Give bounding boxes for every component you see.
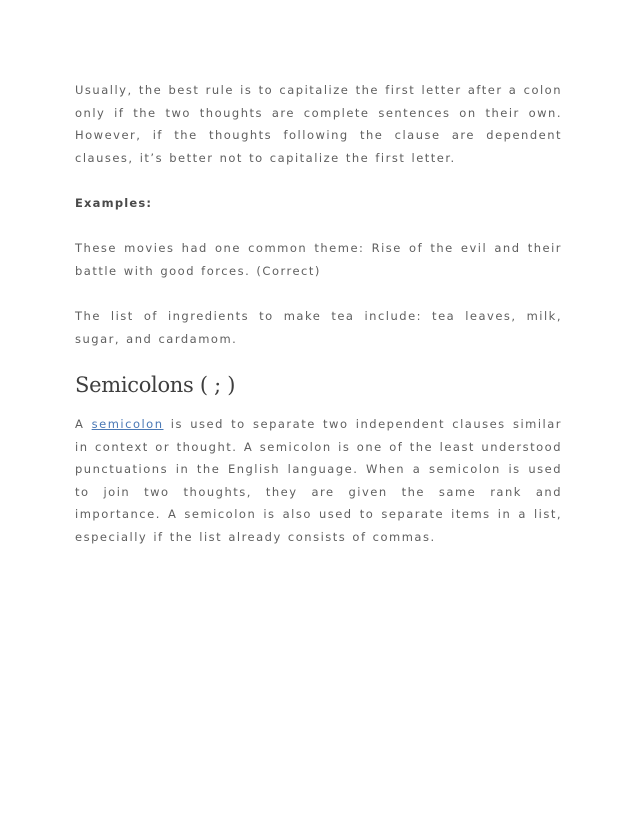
- example-sentence-2: The list of ingredients to make tea include: tea leaves, milk, sugar, and cardamom.: [75, 309, 562, 346]
- paragraph-prefix: A: [75, 417, 92, 431]
- example-sentence-1: These movies had one common theme: Rise of the evil and their battle with good forces. (Correct): [75, 241, 562, 278]
- section-heading-semicolons: Semicolons ( ; ): [75, 373, 236, 397]
- examples-label: Examples:: [75, 196, 153, 210]
- semicolon-link[interactable]: semicolon: [91, 417, 164, 431]
- paragraph-semicolon-definition: [75, 413, 562, 548]
- paragraph-suffix: is used to separate two independent clauses similar in context or thought. A semicolon is one of the least understood punctuations in the English language. When a semicolon is used to join two thoughts, they are given the same rank and importance. A semicolon is also used to separate items in a list, especially if the list already consists of commas.: [75, 417, 563, 544]
- document-body: [75, 79, 562, 548]
- paragraph-capitalization-rule: Usually, the best rule is to capitalize the first letter after a colon only if the two thoughts are complete sentences on their own. However, if the thoughts following the clause are dependent clauses, it’s better not to capitalize the first letter.: [75, 83, 562, 165]
